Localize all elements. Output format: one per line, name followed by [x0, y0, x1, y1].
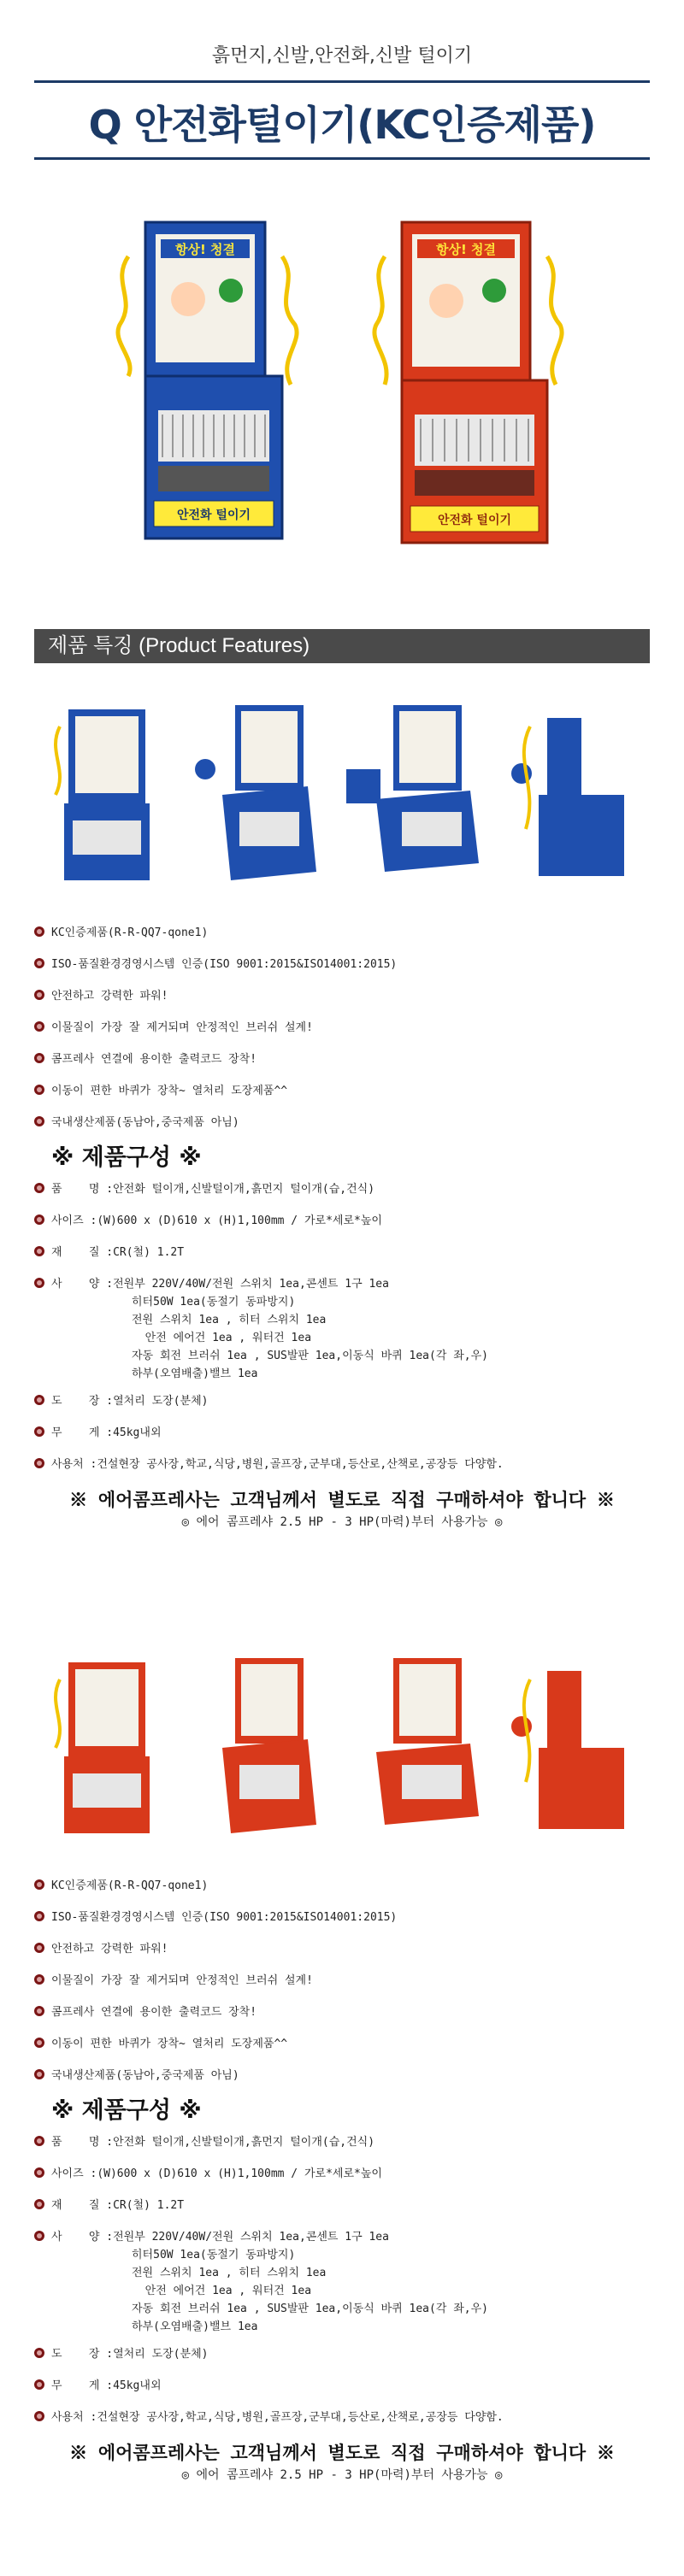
- feature-line: 안전하고 강력한 파워!: [34, 986, 650, 1003]
- product-features-bar: 제품 특징 (Product Features): [34, 629, 650, 663]
- blue-thumbnails: [34, 692, 650, 889]
- red-thumbnails: [34, 1645, 650, 1842]
- composition-item: 무 게 :45kg내외: [34, 2376, 650, 2392]
- bullet-icon: [34, 1278, 44, 1288]
- blue-thumb-angle: [188, 692, 333, 889]
- bullet-icon: [34, 2231, 44, 2241]
- bullet-icon: [34, 2136, 44, 2146]
- blue-thumb-front: [34, 692, 180, 889]
- composition-item: 사용처 :건설현장 공사장,학교,식당,병원,골프장,군부대,등산로,산책로,공장등 다양함.: [34, 2408, 650, 2424]
- feature-line: 이물질이 가장 잘 제거되며 안정적인 브러쉬 설계!: [34, 1018, 650, 1034]
- bullet-icon: [34, 1395, 44, 1405]
- composition-item: 사용처 :건설현장 공사장,학교,식당,병원,골프장,군부대,등산로,산책로,공장등 다양함.: [34, 1455, 650, 1471]
- header-subtitle: 흙먼지,신발,안전화,신발 털이기: [211, 45, 473, 67]
- bullet-icon: [34, 1426, 44, 1437]
- bullet-icon: [34, 1246, 44, 1256]
- feature-line: KC인증제품(R-R-QQ7-qone1): [34, 923, 650, 939]
- bullet-icon: [34, 1911, 44, 1921]
- bullet-icon: [34, 1053, 44, 1063]
- bullet-icon: [34, 1183, 44, 1193]
- composition-item: 재 질 :CR(철) 1.2T: [34, 1243, 650, 1259]
- composition-item: 사 양 :전원부 220V/40W/전원 스위치 1ea,콘센트 1구 1ea: [34, 2227, 650, 2244]
- feature-line: 콤프레사 연결에 용이한 출력코드 장착!: [34, 1050, 650, 1066]
- compressor-subnotice: ◎ 에어 콤프레샤 2.5 HP - 3 HP(마력)부터 사용가능 ◎: [181, 2468, 503, 2482]
- composition-item: 무 게 :45kg내외: [34, 1423, 650, 1439]
- composition-item: 도 장 :열처리 도장(분체): [34, 2344, 650, 2361]
- title-top-rule: [34, 80, 650, 83]
- blue-shoe-cleaner-image: [118, 222, 297, 538]
- bullet-icon: [34, 990, 44, 1000]
- spec-extra-line: 히터50W 1ea(동절기 동파방지): [132, 1296, 296, 1309]
- page-title: Q 안전화털이기(KC인증제품): [88, 102, 596, 148]
- composition-item: 사 양 :전원부 220V/40W/전원 스위치 1ea,콘센트 1구 1ea: [34, 1274, 650, 1291]
- bullet-icon: [34, 2006, 44, 2016]
- bullet-icon: [34, 2038, 44, 2048]
- bullet-icon: [34, 1021, 44, 1032]
- composition-item: 도 장 :열처리 도장(분체): [34, 1391, 650, 1408]
- feature-line: 이동이 편한 바퀴가 장착~ 열처리 도장제품^^: [34, 1081, 650, 1097]
- spec-extra-line: 하부(오염배출)밸브 1ea: [132, 1367, 258, 1380]
- composition-heading: ※ 제품구성 ※: [51, 1144, 202, 1171]
- bullet-icon: [34, 2167, 44, 2178]
- red-thumb-front: [34, 1645, 180, 1842]
- spec-extra-line: 전원 스위치 1ea , 히터 스위치 1ea: [132, 2267, 327, 2279]
- red-shoe-cleaner-image: [374, 222, 562, 543]
- bullet-icon: [34, 1214, 44, 1225]
- bullet-icon: [34, 1116, 44, 1126]
- composition-heading: ※ 제품구성 ※: [51, 2097, 202, 2124]
- compressor-notice: ※ 에어콤프레사는 고객님께서 별도로 직접 구매하셔야 합니다 ※: [69, 1490, 615, 1510]
- bullet-icon: [34, 1879, 44, 1890]
- bullet-icon: [34, 926, 44, 937]
- bullet-icon: [34, 958, 44, 968]
- feature-line: ISO-품질환경경영시스템 인증(ISO 9001:2015&ISO14001:2015): [34, 1908, 650, 1924]
- composition-item: 재 질 :CR(철) 1.2T: [34, 2196, 650, 2212]
- feature-line: ISO-품질환경경영시스템 인증(ISO 9001:2015&ISO14001:2015): [34, 955, 650, 971]
- spec-extra-line: 하부(오염배출)밸브 1ea: [132, 2320, 258, 2333]
- hero-label-blue: 항상! 청결: [174, 242, 236, 257]
- bullet-icon: [34, 2199, 44, 2209]
- bullet-icon: [34, 2379, 44, 2390]
- blue-thumb-side: [496, 692, 641, 889]
- red-thumb-side: [496, 1645, 641, 1842]
- spec-extra-line: 자동 회전 브러쉬 1ea , SUS발판 1ea,이동식 바퀴 1ea(각 좌,우): [132, 2303, 488, 2315]
- feature-line: 국내생산제품(동남아,중국제품 아님): [34, 2066, 650, 2082]
- red-thumb-angle: [188, 1645, 333, 1842]
- spec-extra-line: 안전 에어건 1ea , 워터건 1ea: [132, 1332, 312, 1344]
- spec-extra-line: 히터50W 1ea(동절기 동파방지): [132, 2249, 296, 2261]
- bullet-icon: [34, 1085, 44, 1095]
- bullet-icon: [34, 2411, 44, 2421]
- spec-extra-line: 자동 회전 브러쉬 1ea , SUS발판 1ea,이동식 바퀴 1ea(각 좌,우): [132, 1350, 488, 1362]
- hero-plate-blue: 안전화 털이기: [176, 509, 251, 522]
- composition-item: 사이즈 :(W)600 x (D)610 x (H)1,100mm / 가로*세로*높이: [34, 1211, 650, 1227]
- feature-line: 이동이 편한 바퀴가 장착~ 열처리 도장제품^^: [34, 2034, 650, 2050]
- bullet-icon: [34, 1974, 44, 1985]
- bullet-icon: [34, 1458, 44, 1468]
- compressor-notice: ※ 에어콤프레사는 고객님께서 별도로 직접 구매하셔야 합니다 ※: [69, 2443, 615, 2463]
- feature-line: 안전하고 강력한 파워!: [34, 1939, 650, 1956]
- composition-item: 품 명 :안전화 털이개,신발털이개,흙먼지 털이개(습,건식): [34, 2132, 650, 2149]
- feature-line: KC인증제품(R-R-QQ7-qone1): [34, 1876, 650, 1892]
- compressor-subnotice: ◎ 에어 콤프레샤 2.5 HP - 3 HP(마력)부터 사용가능 ◎: [181, 1515, 503, 1529]
- spec-extra-line: 전원 스위치 1ea , 히터 스위치 1ea: [132, 1314, 327, 1326]
- composition-item: 사이즈 :(W)600 x (D)610 x (H)1,100mm / 가로*세로*높이: [34, 2164, 650, 2180]
- hero-label-red: 항상! 청결: [435, 242, 497, 257]
- feature-line: 콤프레사 연결에 용이한 출력코드 장착!: [34, 2003, 650, 2019]
- title-bottom-rule: [34, 157, 650, 160]
- feature-line: 국내생산제품(동남아,중국제품 아님): [34, 1113, 650, 1129]
- composition-item: 품 명 :안전화 털이개,신발털이개,흙먼지 털이개(습,건식): [34, 1179, 650, 1196]
- hero-product-image: [111, 205, 573, 581]
- feature-line: 이물질이 가장 잘 제거되며 안정적인 브러쉬 설계!: [34, 1971, 650, 1987]
- red-thumb-detail: [342, 1645, 487, 1842]
- hero-plate-red: 안전화 털이기: [437, 514, 512, 527]
- spec-extra-line: 안전 에어건 1ea , 워터건 1ea: [132, 2285, 312, 2297]
- bullet-icon: [34, 2348, 44, 2358]
- bullet-icon: [34, 1943, 44, 1953]
- bullet-icon: [34, 2069, 44, 2079]
- blue-thumb-detail: [342, 692, 487, 889]
